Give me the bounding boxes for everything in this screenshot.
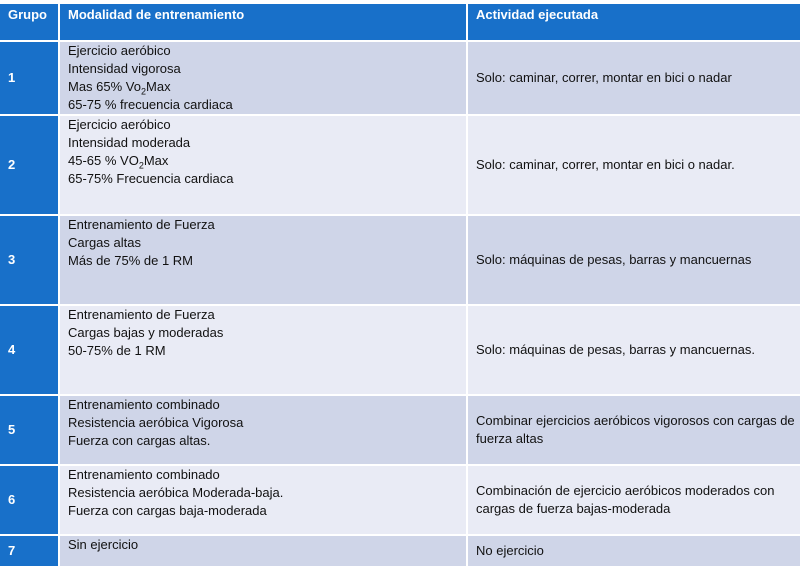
modality-line	[68, 170, 458, 188]
modality-line	[68, 60, 458, 78]
modality-line	[68, 414, 458, 432]
modality-cell	[60, 536, 466, 566]
modality-text: Entrenamiento de Fuerza	[68, 217, 215, 232]
modality-line	[68, 536, 458, 554]
activity-cell: No ejercicio	[468, 536, 800, 566]
group-cell: 4	[0, 306, 58, 394]
group-cell: 7	[0, 536, 58, 566]
activity-cell: Combinar ejercicios aeróbicos vigorosos con cargas de fuerza altas	[468, 396, 800, 464]
modality-line	[68, 432, 458, 450]
modality-text: 65-75 % frecuencia cardiaca	[68, 97, 233, 112]
modality-line	[68, 234, 458, 252]
table-row	[0, 116, 800, 214]
header-row	[0, 4, 800, 40]
modality-text: Ejercicio aeróbico	[68, 117, 171, 132]
header-modalidad: Modalidad de entrenamiento	[60, 4, 466, 40]
modality-line	[68, 78, 458, 96]
activity-cell: Solo: máquinas de pesas, barras y mancuernas	[468, 216, 800, 304]
modality-text: 50-75% de 1 RM	[68, 343, 166, 358]
modality-text: Cargas altas	[68, 235, 141, 250]
modality-text: Más de 75% de 1 RM	[68, 253, 194, 268]
modality-line	[68, 324, 458, 342]
modality-text: Intensidad moderada	[68, 135, 191, 150]
modality-cell	[60, 396, 466, 464]
modality-text: 65-75% Frecuencia cardiaca	[68, 171, 234, 186]
modality-text: Entrenamiento combinado	[68, 397, 220, 412]
group-cell: 3	[0, 216, 58, 304]
modality-text: Fuerza con cargas altas.	[68, 433, 211, 448]
group-cell: 6	[0, 466, 58, 534]
modality-text: Entrenamiento combinado	[68, 467, 220, 482]
modality-cell	[60, 306, 466, 394]
training-groups-table	[0, 2, 800, 568]
modality-text: Sin ejercicio	[68, 537, 139, 552]
modality-text: Entrenamiento de Fuerza	[68, 307, 215, 322]
modality-line	[68, 116, 458, 134]
group-cell: 1	[0, 42, 58, 114]
table-row	[0, 216, 800, 304]
modality-text: Resistencia aeróbica Moderada-baja.	[68, 485, 284, 500]
activity-cell: Solo: caminar, correr, montar en bici o nadar.	[468, 116, 800, 214]
table-row	[0, 396, 800, 464]
activity-cell: Solo: máquinas de pesas, barras y mancuernas.	[468, 306, 800, 394]
modality-text: Mas 65% Vo	[68, 79, 141, 94]
modality-line	[68, 252, 458, 270]
modality-text: Resistencia aeróbica Vigorosa	[68, 415, 244, 430]
table-row	[0, 306, 800, 394]
modality-line	[68, 96, 458, 114]
modality-line	[68, 134, 458, 152]
modality-cell	[60, 42, 466, 114]
header-grupo: Grupo	[0, 4, 58, 40]
modality-line	[68, 502, 458, 520]
activity-cell: Combinación de ejercicio aeróbicos moderados con cargas de fuerza bajas-moderada	[468, 466, 800, 534]
header-actividad: Actividad ejecutada	[468, 4, 800, 40]
modality-line	[68, 342, 458, 360]
activity-cell: Solo: caminar, correr, montar en bici o nadar	[468, 42, 800, 114]
modality-text-suffix: Max	[143, 153, 169, 168]
table-row	[0, 466, 800, 534]
modality-line	[68, 484, 458, 502]
modality-text: Ejercicio aeróbico	[68, 43, 171, 58]
modality-text: 45-65 % VO	[68, 153, 139, 168]
modality-cell	[60, 216, 466, 304]
modality-line	[68, 396, 458, 414]
modality-line	[68, 306, 458, 324]
modality-text-suffix: Max	[146, 79, 171, 94]
modality-line	[68, 152, 458, 170]
modality-line	[68, 216, 458, 234]
group-cell: 2	[0, 116, 58, 214]
modality-text: Cargas bajas y moderadas	[68, 325, 224, 340]
modality-line	[68, 466, 458, 484]
modality-cell	[60, 116, 466, 214]
modality-cell	[60, 466, 466, 534]
subscript: 2	[141, 86, 147, 97]
modality-line	[68, 42, 458, 60]
table-row	[0, 536, 800, 566]
subscript: 2	[138, 160, 144, 171]
modality-text: Intensidad vigorosa	[68, 61, 181, 76]
group-cell: 5	[0, 396, 58, 464]
modality-text: Fuerza con cargas baja-moderada	[68, 503, 267, 518]
table-row	[0, 42, 800, 114]
